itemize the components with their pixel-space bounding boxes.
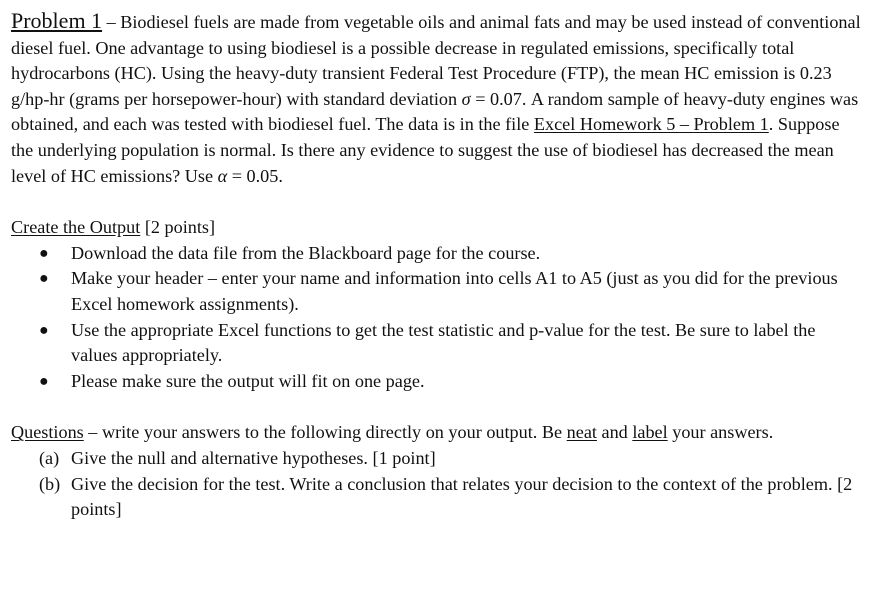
problem-text-3: . Suppose the underlying population is normal. Is there any evidence to suggest the use of biodiesel has decreased the mean level of HC emissions? Use (11, 114, 840, 186)
output-points: [2 points] (140, 217, 216, 238)
question-text: Give the decision for the test. Write a conclusion that relates your decision to the context of the problem. [2 points] (71, 473, 853, 520)
questions-intro-text-1: – write your answers to the following directly on your output. Be (83, 422, 567, 443)
questions-intro-text-2: and (596, 422, 633, 443)
bullet-icon: ● (39, 321, 49, 339)
alpha-symbol: α (217, 165, 228, 186)
bullet-text: Please make sure the output will fit on one page. (71, 370, 425, 391)
question-label: (b) (39, 473, 61, 494)
questions-intro-text-3: your answers. (667, 422, 774, 443)
data-file-reference: Excel Homework 5 – Problem 1 (533, 114, 769, 135)
list-item (11, 241, 863, 267)
questions-heading: Questions (11, 422, 84, 443)
list-item (11, 472, 863, 523)
sigma-symbol: σ (461, 88, 471, 109)
questions-list (11, 446, 863, 523)
problem-title: Problem 1 (11, 8, 103, 33)
list-item (11, 446, 863, 472)
question-label: (a) (39, 447, 60, 468)
problem-text-2: = 0.07. A random sample of heavy-duty engines was obtained, and each was tested with biodiesel fuel. The data is in the file (11, 88, 859, 135)
bullet-text: Make your header – enter your name and information into cells A1 to A5 (just as you did for the previous Excel homework assignments). (71, 268, 838, 314)
list-item (11, 318, 863, 369)
title-dash: – (102, 12, 121, 32)
questions-intro (11, 420, 863, 446)
neat-word: neat (566, 422, 597, 443)
bullet-icon: ● (39, 372, 49, 390)
document-page (11, 8, 863, 523)
bullet-icon: ● (39, 270, 49, 288)
problem-text-4: = 0.05. (227, 165, 283, 186)
list-item (11, 266, 863, 317)
bullet-text: Use the appropriate Excel functions to get the test statistic and p-value for the test. Be sure to label the values appropriately. (71, 319, 816, 366)
question-text: Give the null and alternative hypotheses. [1 point] (71, 447, 436, 468)
bullet-text: Download the data file from the Blackboard page for the course. (71, 242, 541, 263)
output-heading: Create the Output (11, 217, 141, 238)
output-bullet-list (11, 241, 863, 395)
output-heading-line (11, 215, 863, 241)
bullet-icon: ● (39, 244, 49, 262)
list-item (11, 369, 863, 395)
label-word: label (632, 422, 668, 443)
problem-paragraph (11, 8, 863, 189)
problem-text-1: Biodiesel fuels are made from vegetable oils and animal fats and may be used instead of conventional diesel fuel. One advantage to using biodiesel is a possible decrease in regulated emissions, specifically total hydrocarbons (HC). Using the heavy-duty transient Federal Test Procedure (FTP), the mean HC emission is 0.23 g/hp-hr (grams per horsepower-hour) with standard deviation (11, 12, 861, 109)
